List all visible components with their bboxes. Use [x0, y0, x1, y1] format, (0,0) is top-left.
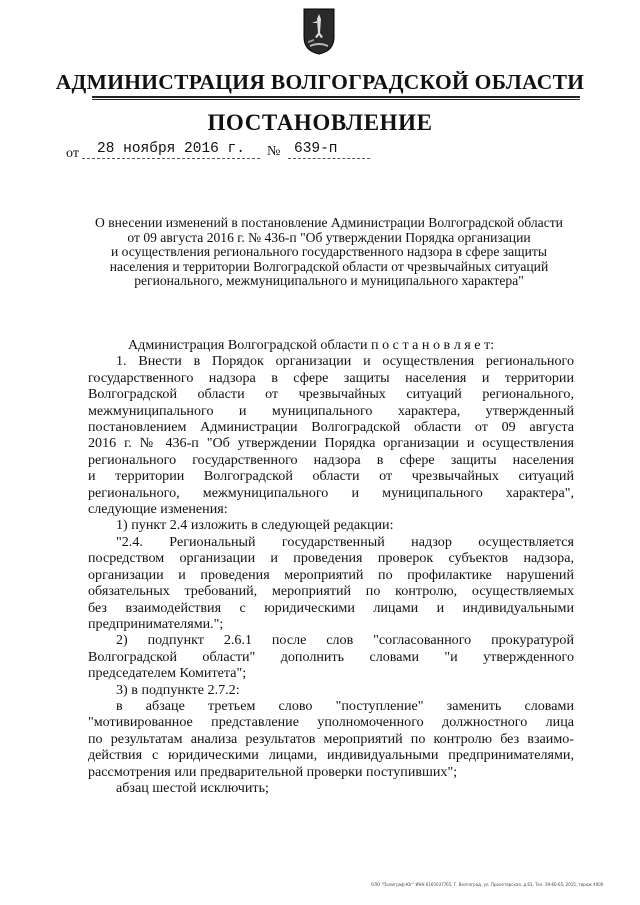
body-line: председателем Комитета";	[88, 665, 247, 682]
body-line: посредством организации и проведения проверок субъектов надзора,	[88, 550, 574, 567]
date-prefix: от	[66, 146, 79, 161]
number-prefix: №	[267, 144, 281, 159]
body-line: Администрация Волгоградской области п о с т а н о в л я е т:	[128, 337, 495, 353]
body-line: организации и проведения мероприятий по профилактике нарушений	[88, 566, 574, 583]
subject-line: регионального, межмуниципального и муниципального характера"	[134, 273, 524, 289]
body-line: и территории Волгоградской области от чрезвычайных ситуаций	[88, 468, 574, 485]
organization-name: АДМИНИСТРАЦИЯ ВОЛГОГРАДСКОЙ ОБЛАСТИ	[55, 70, 585, 94]
header-rule-thick	[92, 96, 580, 98]
body-line: постановлением Администрации Волгоградской области от 09 августа	[88, 419, 574, 436]
body-line: Волгоградской области от чрезвычайных ситуаций регионального,	[88, 386, 574, 403]
document-subject	[84, 216, 574, 289]
date-number-line	[66, 141, 366, 163]
body-line: 1. Внести в Порядок организации и осуществления регионального	[116, 353, 574, 370]
body-line: в абзаце третьем слово "поступление" заменить словами	[116, 697, 574, 714]
body-line: "2.4. Региональный государственный надзор осуществляется	[116, 533, 574, 550]
body-line: государственного надзора в сфере защиты населения и территории	[88, 369, 574, 386]
body-line: обязательных требований, мероприятий по контролю, осуществляемых	[88, 583, 574, 600]
body-line: 2016 г. № 436-п "Об утверждении Порядка организации и осуществления	[88, 435, 574, 452]
body-line: действия с юридическими лицами, индивидуальными предпринимателями,	[88, 747, 574, 764]
body-line: регионального, межмуниципального и муниципального характера",	[88, 484, 574, 501]
body-line: "мотивированное представление уполномоченного должностного лица	[88, 714, 574, 731]
document-type: ПОСТАНОВЛЕНИЕ	[207, 110, 433, 135]
body-line: 3) в подпункте 2.7.2:	[116, 681, 240, 698]
body-line: регионального государственного надзора в сфере защиты населения	[88, 451, 574, 468]
subject-line: О внесении изменений в постановление Администрации Волгоградской области	[95, 215, 563, 230]
coat-of-arms-icon	[302, 7, 336, 55]
body-line: по результатам анализа результатов мероприятий по контролю без взаимо-	[88, 730, 574, 747]
body-line: 2) подпункт 2.6.1 после слов "согласованного прокуратурой	[116, 632, 574, 649]
print-imprint: ОЛО "Полиграф-Юг" ИНН 6165037765, Г. Волгоград, ул. Пролетарская, д.61, Тел. 39-60-65, 2015, тираж 4000	[371, 882, 604, 887]
body-line: абзац шестой исключить;	[116, 779, 269, 796]
body-line: рассмотрения или предварительной проверки поступивших";	[88, 763, 458, 780]
body-line: без взаимодействия с юридическими лицами и индивидуальными	[88, 599, 574, 616]
body-line: 1) пункт 2.4 изложить в следующей редакции:	[116, 517, 394, 534]
header-rule-thin	[92, 99, 580, 100]
body-line: межмуниципального и муниципального характера, утвержденный	[88, 402, 574, 419]
document-number: 639-п	[288, 141, 370, 159]
body-line: следующие изменения:	[88, 501, 228, 518]
document-date: 28 ноября 2016 г.	[82, 141, 260, 159]
subject-line: населения и территории Волгоградской области от чрезвычайных ситуаций	[109, 258, 549, 274]
subject-line: и осуществления регионального государственного надзора в сфере защиты	[111, 244, 547, 260]
body-line: предпринимателями.";	[88, 615, 224, 632]
document-body	[88, 337, 574, 796]
subject-line: от 09 августа 2016 г. № 436-п "Об утверждении Порядка организации	[127, 229, 531, 245]
body-line: Волгоградской области" дополнить словами "и утвержденного	[88, 648, 574, 665]
